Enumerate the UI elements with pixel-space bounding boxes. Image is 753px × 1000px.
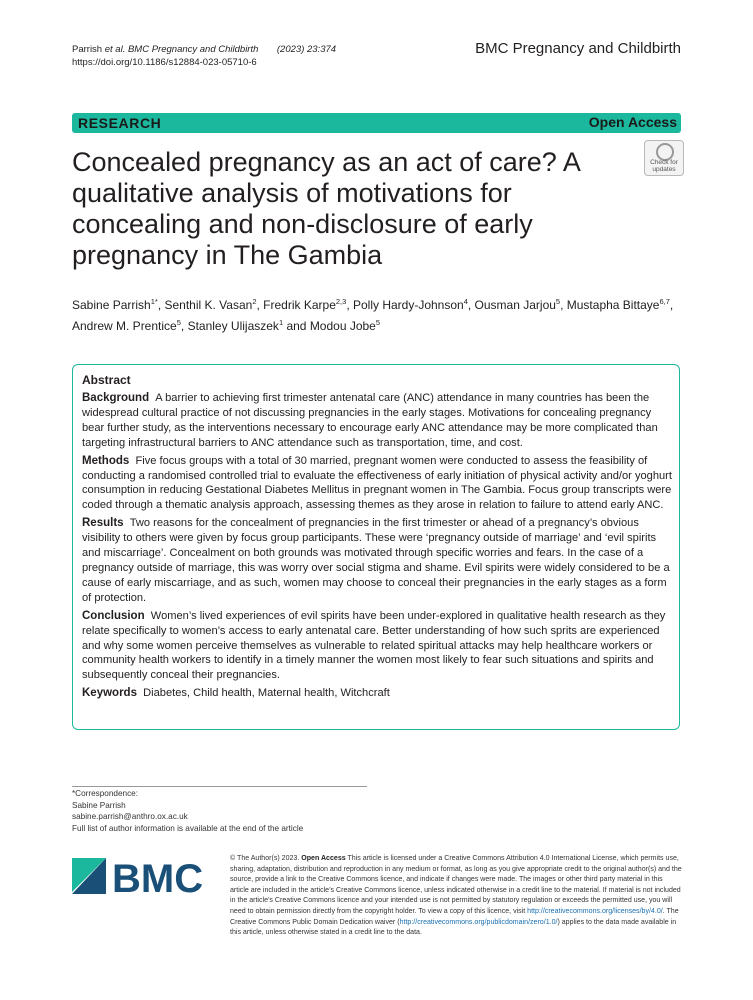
correspondence-block [72,788,303,834]
citation-authors: Parrish [72,44,105,55]
check-updates-text: Check for updates [650,159,678,173]
author-name: Sabine Parrish$^{1*}$ [72,297,158,312]
keywords-label: Keywords [82,687,137,700]
abstract-conclusion: Conclusion Women’s lived experiences of evil spirits have been under-explored in qualitative health research as they relate specifically to women’s access to early antenatal care. Better understanding of how such sprits are experienced and why some women perceive themselves as vulnerable to related spiritual attacks may help healthcare workers or community health workers to identify in a timely manner the women most likely to fear such situations and spirits and subsequently conceal their pregnancies. [82,609,666,682]
author-name: Modou Jobe$^5$ [309,318,381,333]
author-affiliation: 6,7 [659,297,670,306]
article-type-banner [72,113,681,133]
open-access-label: Open Access [588,114,677,130]
results-label: Results [82,517,124,530]
bmc-logo [72,854,212,898]
author-name: Stanley Ulijaszek$^1$ [187,318,284,333]
article-title: Concealed pregnancy as an act of care? A qualitative analysis of motivations for concealing and non-disclosure of early pregnancy in The Gambia [72,147,580,270]
author-affiliation: 1 [278,318,284,327]
footnote-divider [72,786,367,787]
author-list: Sabine Parrish$^{1*}$, Senthil K. Vasan$^2$, Fredrik Karpe$^{2,3}$, Polly Hardy-Johnson$^4$, Ousman Jarjou$^5$, Mustapha Bittaye$^{6,7}$, Andrew M. Prentice$^5$, Stanley Ulijaszek$^1$ and Modou Jobe$^5$ [72,297,674,333]
author-affiliation: 1* [150,297,158,306]
check-for-updates-badge[interactable] [644,140,684,176]
author-info-note: Full list of author information is available at the end of the article [72,823,304,833]
abstract-results: Results Two reasons for the concealment of pregnancies in the first trimester or ahead of a pregnancy’s obvious visibility to others were given by focus group participants. These were ‘pregnancy outside of marriage’ and ‘evil spirits and miscarriage’. Concealment on both grounds was motivated through specific worries and fears. In the case of a pregnancy outside of marriage, this was worry over social stigma and shame. Evil spirits were widely considered to be a cause of early miscarriage, and as such, women may choose to conceal their pregnancies in the early stages as a form of protection. [82,517,670,604]
correspondence-name: Sabine Parrish [72,800,126,810]
author-name: Fredrik Karpe$^{2,3}$ [263,297,347,312]
author-affiliation: 5 [375,318,381,327]
citation [72,44,336,69]
doi-link[interactable]: https://doi.org/10.1186/s12884-023-05710-6 [72,56,257,68]
author-name: Senthil K. Vasan$^2$ [164,297,257,312]
correspondence-label: *Correspondence: [72,789,138,798]
author-affiliation: 5 [555,297,561,306]
author-name: Mustapha Bittaye$^{6,7}$ [566,297,670,312]
author-affiliation: 2,3 [335,297,347,306]
abstract-heading: Abstract [82,373,131,387]
cc-license-link[interactable]: http://creativecommons.org/licenses/by/4.0/ [527,907,663,915]
citation-year: (2023) 23:374 [276,44,337,55]
abstract-box [72,364,680,730]
author-name: Ousman Jarjou$^5$ [474,297,561,312]
conclusion-label: Conclusion [82,609,145,622]
correspondence-email[interactable]: sabine.parrish@anthro.ox.ac.uk [72,812,188,822]
article-type: RESEARCH [78,115,162,131]
author-affiliation: 2 [252,297,257,306]
abstract-methods: Methods Five focus groups with a total of 30 married, pregnant women were conducted to assess the feasibility of conducting a randomised controlled trial to evaluate the effectiveness of early initiation of physical activity and/or yoghurt consumption in reducing Gestational Diabetes Mellitus in pregnant women in The Gambia. Focus group transcripts were coded through a thematic analysis approach, assessing themes as they arose in relation to failure to attend early ANC. [82,454,672,512]
author-affiliation: 5 [176,318,181,327]
author-name: Polly Hardy-Johnson$^4$ [352,297,468,312]
license-oa-label: Open Access [301,855,346,862]
bmc-logo-text: BMC [112,857,204,898]
cc-zero-link[interactable]: http://creativecommons.org/publicdomain/zero/1.0/ [399,918,558,926]
background-label: Background [82,392,150,404]
author-affiliation: 4 [463,297,468,306]
abstract-background: Background A barrier to achieving first trimester antenatal care (ANC) attendance in many countries has been the widespread cultural practice of not discussing pregnancies in the early stages. Motivations for concealing pregnancy bear further study, as the interventions necessary to encourage early ANC attendance may be more complicated than targeting infrastructural barriers to ANC attendance such as transportation, time, and cost. [82,392,658,449]
citation-journal: et al. BMC Pregnancy and Childbirth [104,44,259,55]
methods-label: Methods [82,454,130,467]
abstract-keywords: Keywords Diabetes, Child health, Maternal health, Witchcraft [82,687,390,700]
author-name: Andrew M. Prentice$^5$ [72,318,181,333]
license-statement: © The Author(s) 2023. Open Access This article is licensed under a Creative Commons Attribution 4.0 International License, which permits use, sharing, adaptation, distribution and reproduction in any medium or format, as long as you give appropriate credit to the original author(s) and the source, provide a link to the Creative Commons licence, and indicate if changes were made. The images or other third party material in this article are included in the article’s Creative Commons licence, unless indicated otherwise in a credit line to the material. If material is not included in the article’s Creative Commons licence and your intended use is not permitted by statutory regulation or exceeds the permitted use, you will need to obtain permission directly from the copyright holder. To view a copy of this licence, visit http://creativecommons.org/licenses/by/4.0/. The Creative Commons Public Domain Dedication waiver (http://creativecommons.org/publicdomain/zero/1.0/) applies to the data made available in this article, unless otherwise stated in a credit line to the data. [230,855,682,937]
journal-name: BMC Pregnancy and Childbirth [475,40,681,57]
